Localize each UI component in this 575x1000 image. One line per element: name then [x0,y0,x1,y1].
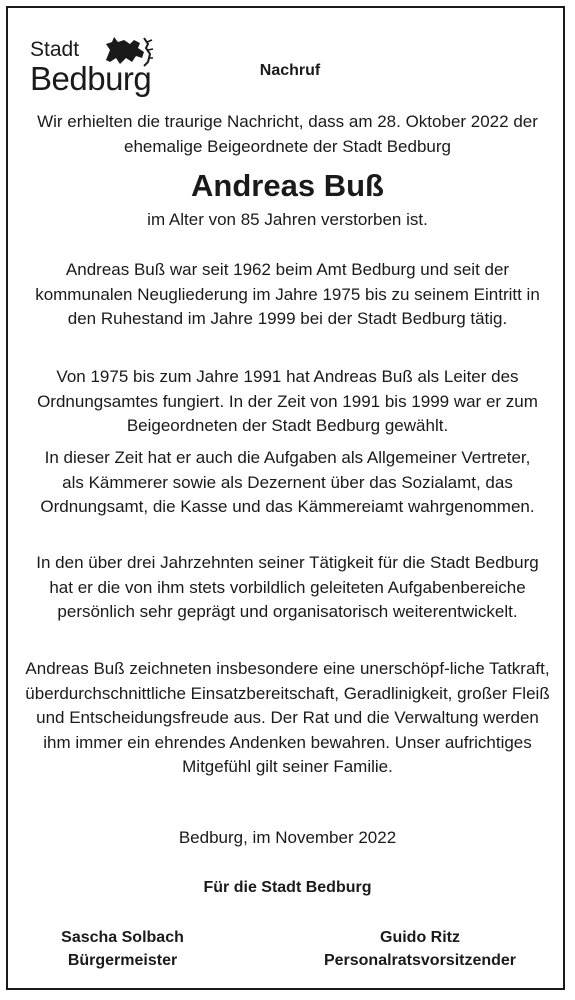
intro-text: Wir erhielten die traurige Nachricht, dass am 28. Oktober 2022 der ehemalige Beigeordnete der Stadt Bedburg [37,112,538,156]
signatory-name: Sascha Solbach [61,929,184,946]
place-date: Bedburg, im November 2022 [178,828,397,847]
age-line: im Alter von 85 Jahren verstorben ist. [147,210,428,229]
heading-nachruf: Nachruf [259,62,321,79]
signatory-name: Guido Ritz [380,929,460,946]
paragraph-2: Von 1975 bis zum Jahre 1991 hat Andreas Buß als Leiter des Ordnungsamtes fungiert. In der Zeit von 1991 bis 1999 war er zum Beigeordneten der Stadt Bedburg gewählt. [37,367,538,435]
paragraph-3: In dieser Zeit hat er auch die Aufgaben als Allgemeiner Vertreter, als Kämmerer sowie als Dezernent über das Sozialamt, das Ordnungsamt, die Kasse und das Kämmereiamt wahrgenommen. [40,448,535,516]
signatory-council [300,926,540,972]
lion-crest-icon [100,34,156,68]
signatory-title: Bürgermeister [67,952,178,969]
logo-stadt-text: Stadt [30,38,80,61]
logo-name-text: Bedburg [30,60,152,97]
for-city-line: Für die Stadt Bedburg [203,879,372,896]
deceased-name: Andreas Buß [191,168,384,203]
city-logo [30,34,170,104]
paragraph-1: Andreas Buß war seit 1962 beim Amt Bedburg und seit der kommunalen Neugliederung im Jahre 1975 bis zu seinem Eintritt in den Ruhestand im Jahre 1999 bei der Stadt Bedburg tätig. [35,260,540,328]
signatory-mayor [30,926,215,972]
paragraph-5: Andreas Buß zeichneten insbesondere eine unerschöpf-liche Tatkraft, überdurchschnittliche Einsatzbereitschaft, Geradlinigkeit, großer Fleiß und Entscheidungsfreude aus. Der Rat und die Verwaltung werden ihm immer ein ehrendes Andenken bewahren. Unser aufrichtiges Mitgefühl gilt seiner Familie. [25,659,550,776]
signatory-title: Personalratsvorsitzender [323,952,517,969]
paragraph-4: In den über drei Jahrzehnten seiner Tätigkeit für die Stadt Bedburg hat er die von ihm stets vorbildlich geleiteten Aufgabenbereiche persönlich sehr geprägt und organisatorisch weiterentwickelt. [36,553,539,621]
